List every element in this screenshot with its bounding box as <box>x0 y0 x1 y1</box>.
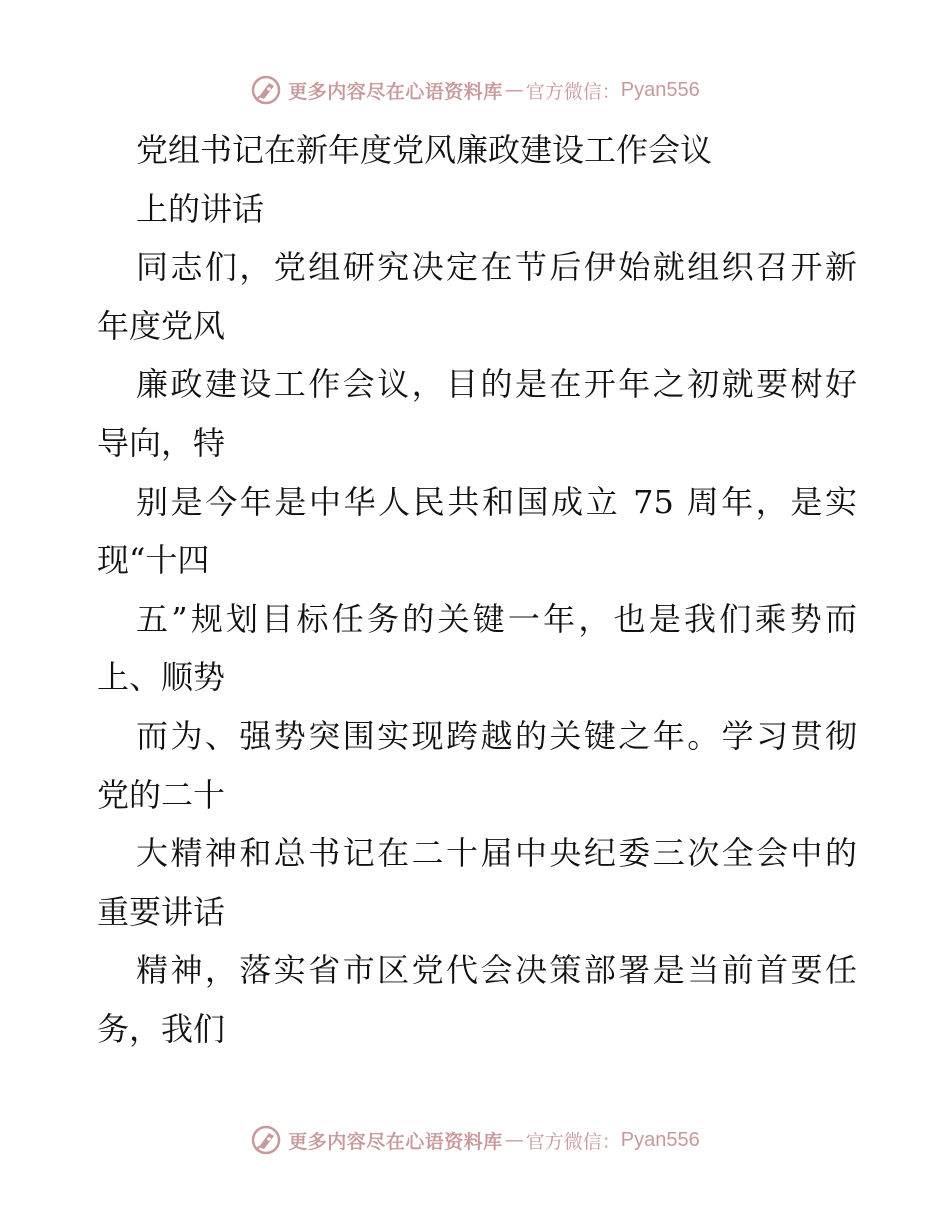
watermark-wechat-label: 官方微信： <box>525 1130 621 1153</box>
watermark-main-text: 更多内容尽在心语资料库 <box>288 80 503 103</box>
paragraph-line: 而为、强势突围实现跨越的关键之年。学习贯彻 <box>136 716 857 755</box>
paragraph-line: 年度党风 <box>97 306 226 345</box>
watermark-separator: — <box>504 79 524 101</box>
paragraph-line: 现“十四 <box>97 541 210 580</box>
paragraph-line: 别是今年是中华人民共和国成立 75 周年，是实 <box>136 482 857 521</box>
title-line-2: 上的讲话 <box>136 189 265 228</box>
paragraph-line: 党的二十 <box>97 775 226 814</box>
paragraph-line: 廉政建设工作会议，目的是在开年之初就要树好 <box>136 365 857 404</box>
paragraph-line: 精神，落实省市区党代会决策部署是当前首要任 <box>136 951 857 990</box>
paragraph-line: 导向，特 <box>97 423 226 462</box>
pen-nib-logo-icon <box>250 1124 282 1156</box>
paragraph-line: 务，我们 <box>97 1009 226 1048</box>
paragraph-line: 大精神和总书记在二十届中央纪委三次全会中的 <box>136 834 857 873</box>
watermark-separator: — <box>504 1129 524 1151</box>
watermark-wechat-label: 官方微信： <box>525 80 621 103</box>
title-line-1: 党组书记在新年度党风廉政建设工作会议 <box>136 131 713 169</box>
document-body <box>97 121 857 1059</box>
pen-nib-logo-icon <box>250 74 282 106</box>
watermark-wechat-id: Pyan556 <box>620 1128 700 1151</box>
paragraph-line: 上、顺势 <box>97 658 226 697</box>
paragraph-line: 同志们，党组研究决定在节后伊始就组织召开新 <box>136 248 857 287</box>
header-watermark <box>0 70 950 110</box>
watermark-main-text: 更多内容尽在心语资料库 <box>288 1130 503 1153</box>
watermark-wechat-id: Pyan556 <box>620 78 700 101</box>
paragraph-line: 重要讲话 <box>97 892 226 931</box>
footer-watermark <box>0 1120 950 1160</box>
paragraph-line: 五”规划目标任务的关键一年，也是我们乘势而 <box>136 599 857 638</box>
